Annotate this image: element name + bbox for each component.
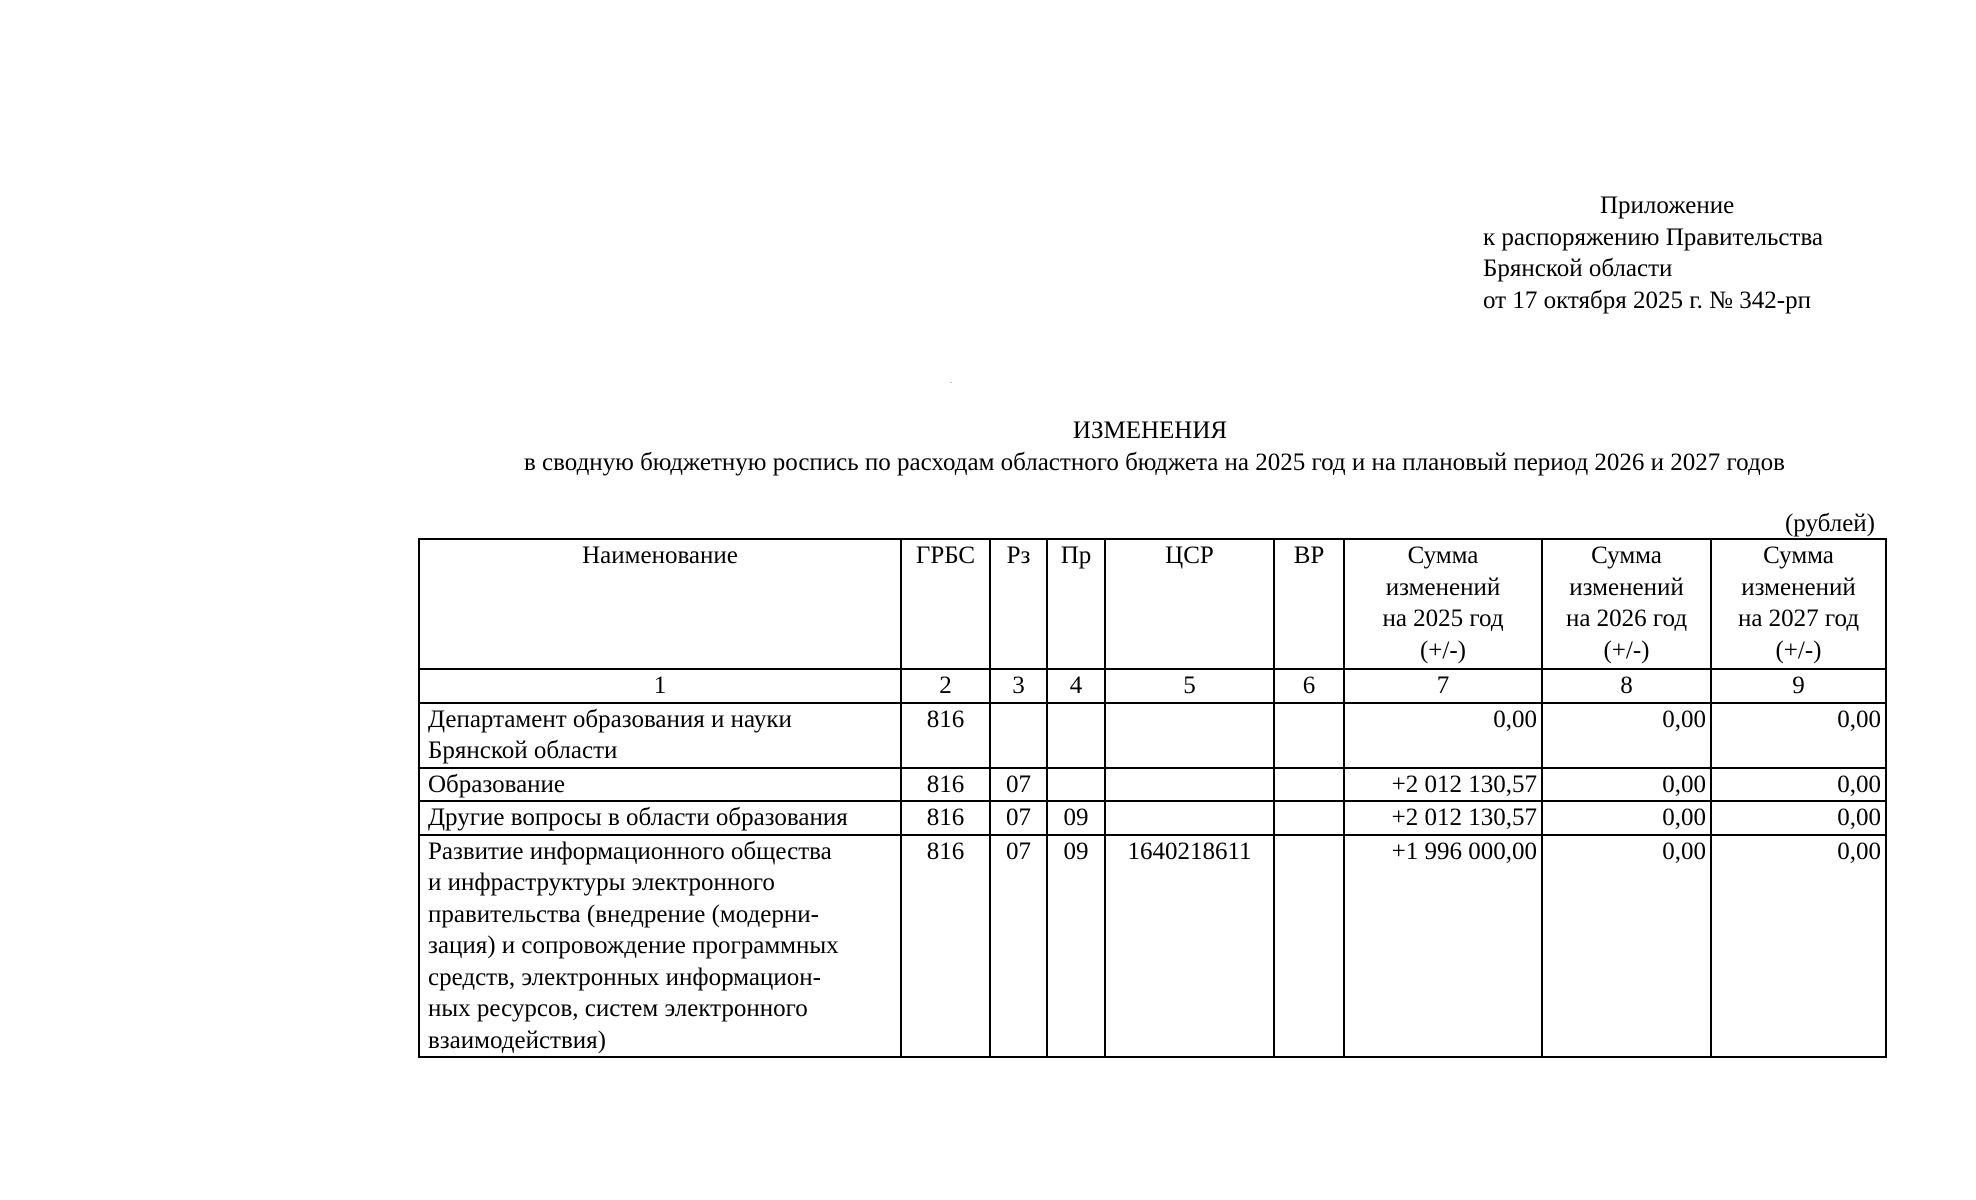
cell-pr: 09 xyxy=(1047,801,1105,835)
cell-vr xyxy=(1274,835,1344,1058)
cell-name-line: правительства (внедрение (модерни- xyxy=(428,900,819,928)
cell-rz xyxy=(990,703,1047,768)
header-name: Наименование xyxy=(419,539,901,669)
cell-name-line: Другие вопросы в области образования xyxy=(428,804,848,831)
header-sum-2026-line: изменений xyxy=(1569,573,1684,601)
cell-name-line: средств, электронных информацион- xyxy=(428,963,821,991)
cell-vr xyxy=(1274,768,1344,802)
cell-pr xyxy=(1047,768,1105,802)
cell-grbs: 816 xyxy=(901,768,990,802)
cell-sum-2025: 0,00 xyxy=(1344,703,1542,768)
column-number: 1 xyxy=(419,669,901,703)
header-sum-2027-line: (+/-) xyxy=(1775,636,1822,664)
document-title: ИЗМЕНЕНИЯ xyxy=(1072,417,1228,444)
table-row xyxy=(419,768,1886,802)
cell-rz: 07 xyxy=(990,835,1047,1058)
cell-name xyxy=(419,768,901,802)
cell-name-line: и инфраструктуры электронного xyxy=(428,869,775,896)
header-pr: Пр xyxy=(1047,539,1105,669)
cell-grbs: 816 xyxy=(901,835,990,1058)
table-row xyxy=(419,835,1886,1058)
appendix-line-4: от 17 октября 2025 г. № 342-рп xyxy=(1483,286,1811,314)
cell-grbs: 816 xyxy=(901,801,990,835)
header-sum-2027-line: на 2027 год xyxy=(1737,605,1860,632)
header-rz: Рз xyxy=(990,539,1047,669)
cell-sum-2026: 0,00 xyxy=(1542,703,1711,768)
cell-name-line: взаимодействия) xyxy=(428,1026,606,1054)
cell-vr xyxy=(1274,801,1344,835)
header-sum-2025-line: Сумма xyxy=(1407,542,1479,569)
appendix-line-1: Приложение xyxy=(1600,192,1735,219)
cell-sum-2025: +2 012 130,57 xyxy=(1344,801,1542,835)
cell-name-line: Развитие информационного общества xyxy=(428,837,832,865)
column-number: 8 xyxy=(1542,669,1711,703)
header-sum-2025-line: на 2025 год xyxy=(1382,605,1504,632)
header-sum-2027-line: изменений xyxy=(1741,573,1856,601)
header-sum-2027 xyxy=(1711,539,1886,669)
header-grbs: ГРБС xyxy=(901,539,990,669)
header-vr: ВР xyxy=(1274,539,1344,669)
cell-sum-2026: 0,00 xyxy=(1542,768,1711,802)
header-sum-2026-line: на 2026 год xyxy=(1565,605,1688,632)
column-number: 2 xyxy=(901,669,990,703)
header-sum-2027-line: Сумма xyxy=(1763,542,1834,569)
header-sum-2025 xyxy=(1344,539,1542,669)
cell-sum-2027: 0,00 xyxy=(1711,768,1886,802)
header-sum-2026-line: (+/-) xyxy=(1603,636,1650,664)
cell-csr xyxy=(1105,801,1274,835)
cell-csr xyxy=(1105,768,1274,802)
header-sum-2025-line: изменений xyxy=(1385,573,1501,601)
cell-pr: 09 xyxy=(1047,835,1105,1058)
cell-vr xyxy=(1274,703,1344,768)
cell-name-line: зация) и сопровождение программных xyxy=(428,932,839,959)
cell-rz: 07 xyxy=(990,768,1047,802)
cell-sum-2026: 0,00 xyxy=(1542,801,1711,835)
table-header-row xyxy=(419,539,1886,669)
scan-speck xyxy=(950,382,952,383)
column-number: 9 xyxy=(1711,669,1886,703)
cell-csr: 1640218611 xyxy=(1105,835,1274,1058)
column-number: 4 xyxy=(1047,669,1105,703)
column-number: 5 xyxy=(1105,669,1274,703)
cell-name xyxy=(419,835,901,1058)
appendix-line-2: к распоряжению Правительства xyxy=(1483,223,1824,251)
cell-sum-2025: +1 996 000,00 xyxy=(1344,835,1542,1058)
column-number: 7 xyxy=(1344,669,1542,703)
cell-sum-2025: +2 012 130,57 xyxy=(1344,768,1542,802)
appendix-block xyxy=(1483,190,1823,316)
budget-changes-table xyxy=(418,538,1887,1058)
units-label: (рублей) xyxy=(1784,510,1875,537)
cell-grbs: 816 xyxy=(901,703,990,768)
cell-sum-2026: 0,00 xyxy=(1542,835,1711,1058)
cell-sum-2027: 0,00 xyxy=(1711,801,1886,835)
header-csr: ЦСР xyxy=(1105,539,1274,669)
table-row xyxy=(419,703,1886,768)
cell-name-line: Брянской области xyxy=(428,737,618,764)
column-number: 6 xyxy=(1274,669,1344,703)
header-sum-2026-line: Сумма xyxy=(1591,542,1662,569)
cell-name-line: Образование xyxy=(428,770,566,798)
cell-sum-2027: 0,00 xyxy=(1711,835,1886,1058)
cell-name-line: ных ресурсов, систем электронного xyxy=(428,995,808,1022)
header-sum-2025-line: (+/-) xyxy=(1419,636,1467,664)
cell-name-line: Департамент образования и науки xyxy=(428,705,792,733)
table-row xyxy=(419,801,1886,835)
cell-csr xyxy=(1105,703,1274,768)
appendix-line-3: Брянской области xyxy=(1483,255,1673,282)
column-number-row xyxy=(419,669,1886,703)
cell-pr xyxy=(1047,703,1105,768)
cell-rz: 07 xyxy=(990,801,1047,835)
cell-sum-2027: 0,00 xyxy=(1711,703,1886,768)
cell-name xyxy=(419,703,901,768)
document-subtitle: в сводную бюджетную роспись по расходам областного бюджета на 2025 год и на плановый период 2026 и 2027 годов xyxy=(524,449,1785,476)
column-number: 3 xyxy=(990,669,1047,703)
cell-name xyxy=(419,801,901,835)
header-sum-2026 xyxy=(1542,539,1711,669)
